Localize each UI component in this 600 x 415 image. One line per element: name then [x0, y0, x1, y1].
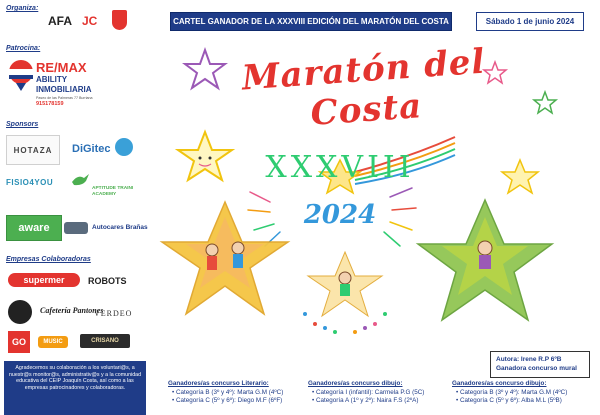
patrocina-title: Patrocina: [6, 45, 41, 52]
winners-dibujo-1-head: Ganadores/as concurso dibujo: [308, 380, 403, 387]
header-banner: CARTEL GANADOR DE LA XXXVIII EDICIÓN DEL MARATÓN DEL COSTA [170, 12, 452, 31]
kid-left-2 [232, 242, 244, 254]
poster-year: 2024 [303, 200, 377, 230]
kid-left-1 [206, 244, 218, 256]
empresas-title: Empresas Colaboradoras [6, 256, 91, 263]
agradecimientos-box: Agradecemos su colaboración a los voluntari@s, a nuestr@s monitor@s, administrativ@s y a la comunidad educativa del CEIP Joaquín Costa, así como a las empresas patrocinadores y colaboradoras. [4, 361, 146, 415]
poster-numeral: XXXVIII [265, 150, 415, 185]
kid-right [478, 241, 492, 255]
remax-line1: ABILITY [36, 75, 68, 84]
date-banner: Sábado 1 de junio 2024 [476, 12, 584, 31]
remax-brand: RE/MAX [36, 60, 87, 75]
empresa-crisano-logo: CRISANO [80, 334, 130, 348]
winner-item: • Categoría B (3º y 4º): Marta G.M (4ºC) [460, 389, 598, 398]
jc-logo: JC [82, 14, 98, 28]
winner-item: • Categoría C (5º y 6º): Alba M.L (5ºB) [460, 397, 598, 406]
empresa-music-logo: MUSIC [38, 336, 68, 348]
remax-line2: INMOBILIARIA [36, 85, 92, 94]
digitec-circle-icon [115, 138, 133, 156]
empresa-robots-logo: ROBOTS [88, 276, 127, 286]
sponsor-aware-logo: aware [6, 215, 62, 241]
empresa-go-logo: GO [8, 331, 30, 353]
sponsor-digitec-logo: DiGitec [72, 143, 111, 155]
winner-item: • Categoría B (3º y 4º): Marta G.M (4ºC) [176, 389, 318, 398]
kid-center [339, 272, 351, 284]
remax-phone: 915178159 [36, 101, 64, 107]
sponsor-aptitude-logo: APTITUDE TRAINI ACADEMY [92, 186, 134, 197]
bus-icon [64, 222, 88, 234]
poster-title: Maratón del Costa [240, 41, 487, 134]
empresa-supermer-logo: supermer [8, 273, 80, 287]
organiza-title: Organiza: [6, 5, 39, 12]
sponsors-title: Sponsors [6, 121, 39, 128]
winners-dibujo-2-head: Ganadores/as concurso dibujo: [452, 380, 547, 387]
right-yellow-star-icon [502, 160, 538, 193]
winner-item: • Categoría A (1º y 2º): Naira F.S (2ºA) [316, 397, 458, 406]
remax-balloon-icon [8, 60, 34, 92]
winner-item: • Categoría C (5º y 6º): Diego M.F (6ºF) [176, 397, 318, 406]
afa-logo: AFA [48, 14, 72, 28]
winners-literario-head: Ganadores/as concurso Literario: [168, 380, 269, 387]
remax-address: Paseo de las Palmeras 77 Burriana [36, 96, 93, 100]
winners-literario [168, 380, 318, 406]
autora-line2: Ganadora concurso mural [496, 365, 577, 372]
green-star-icon [534, 92, 556, 113]
autora-line1: Autora: Irene R.P 6ºB [496, 356, 562, 363]
empresa-cafeteria-logo: Cafetería Pantones [40, 306, 104, 315]
sponsor-autocares-logo: Autocares Brañas [92, 224, 148, 231]
autora-box [490, 351, 590, 378]
empresa-logo-shield [8, 300, 32, 324]
winners-dibujo-1 [308, 380, 458, 406]
winner-item: • Categoría I (infantil): Carmela P.G (5C) [316, 389, 458, 398]
sponsor-fisio-logo: FISIO4YOU [6, 178, 54, 187]
school-shield-icon [112, 10, 127, 30]
empresa-verdeo-logo: VERDEO [94, 309, 133, 318]
winners-dibujo-2 [452, 380, 598, 406]
hummingbird-icon [70, 172, 90, 190]
sponsor-hotaza-logo: HOTAZA [6, 135, 60, 165]
